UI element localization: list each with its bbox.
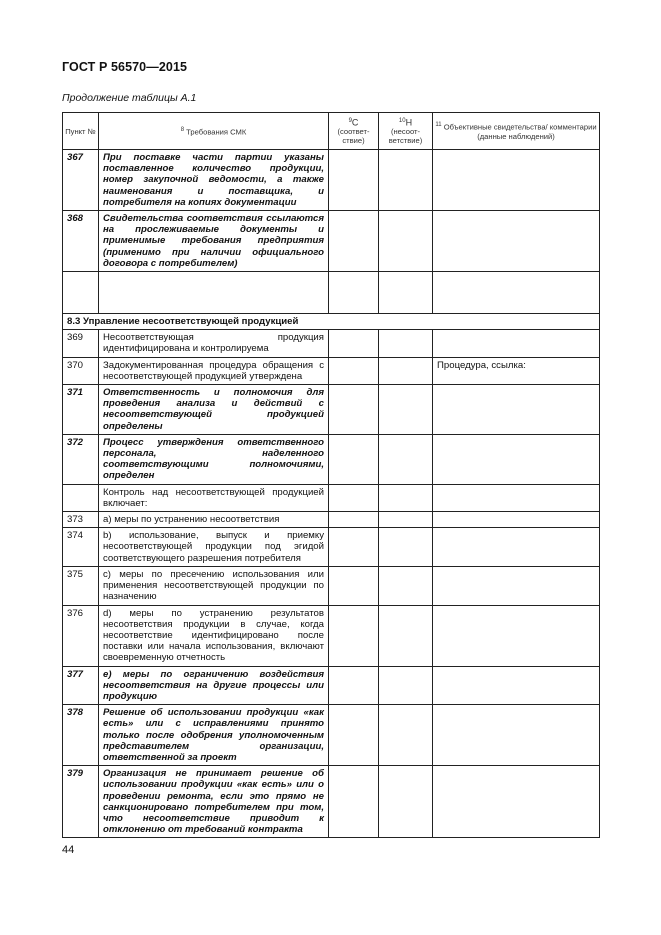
row-evidence-cell [433, 766, 600, 838]
row-compliance-cell [329, 666, 379, 705]
row-compliance-cell [329, 705, 379, 766]
row-compliance-cell [329, 566, 379, 605]
row-noncompliance-cell [379, 512, 433, 528]
table-row [63, 566, 600, 605]
col-requirements-header: $^8$ Требования СМК [99, 113, 329, 150]
rows-top [63, 150, 600, 272]
row-requirement: Ответственность и полномочия для проведения анализа и действий с несоответствующей продукцией определены [99, 385, 329, 435]
row-evidence-cell [433, 330, 600, 357]
row-requirement: При поставке части партии указаны поставленное количество продукции, номер закупочной ведомости, а также наименования и поставщика, и потребителя на копиях документации [99, 150, 329, 211]
table-row [63, 211, 600, 272]
row-compliance-cell [329, 512, 379, 528]
row-requirement: Процесс утверждения ответственного персонала, наделенного соответствующими полномочиями, определен [99, 434, 329, 484]
empty-row-group [63, 272, 600, 314]
empty-row [63, 272, 600, 314]
row-noncompliance-cell [379, 150, 433, 211]
table-header-row [63, 113, 600, 150]
row-requirement: с) меры по пресечению использования или применения несоответствующей продукции по назначению [99, 566, 329, 605]
row-noncompliance-cell [379, 705, 433, 766]
row-noncompliance-cell [379, 528, 433, 567]
row-compliance-cell [329, 434, 379, 484]
row-noncompliance-cell [379, 385, 433, 435]
table-row [63, 666, 600, 705]
row-number: 368 [63, 211, 99, 272]
row-number: 375 [63, 566, 99, 605]
row-compliance-cell [329, 330, 379, 357]
row-number: 378 [63, 705, 99, 766]
row-compliance-cell [329, 150, 379, 211]
row-number: 371 [63, 385, 99, 435]
row-evidence-cell [433, 666, 600, 705]
row-evidence-cell [433, 150, 600, 211]
row-noncompliance-cell [379, 330, 433, 357]
row-requirement: а) меры по устранению несоответствия [99, 512, 329, 528]
row-number: 377 [63, 666, 99, 705]
table-row [63, 605, 600, 666]
document-code: ГОСТ Р 56570—2015 [62, 60, 188, 74]
col-compliance-header: $^9$С (соответ-ствие) [329, 113, 379, 150]
section-row-group [63, 314, 600, 330]
row-evidence-cell [433, 528, 600, 567]
section-row [63, 314, 600, 330]
row-compliance-cell [329, 385, 379, 435]
col-point-header: Пункт № [63, 113, 99, 150]
row-evidence-cell [433, 605, 600, 666]
row-number: 370 [63, 357, 99, 384]
row-requirement: Организация не принимает решение об использовании продукции «как есть» или о проведении ремонта, если это прямо не санкционировано потребителем при том, что несоответствие приводит к отклонению от требований контракта [99, 766, 329, 838]
row-evidence-cell [433, 512, 600, 528]
row-requirement: Свидетельства соответствия ссылаются на прослеживаемые документы и применимые требования предприятия (применимо при наличии официального договора с потребителем) [99, 211, 329, 272]
row-evidence-cell [433, 385, 600, 435]
row-number: 373 [63, 512, 99, 528]
page-number: 44 [62, 844, 75, 856]
row-number: 374 [63, 528, 99, 567]
row-evidence-cell [433, 566, 600, 605]
rows-bold-1 [63, 385, 600, 485]
row-number: 376 [63, 605, 99, 666]
row-requirement: Несоответствующая продукция идентифицирована и контролируема [99, 330, 329, 357]
row-noncompliance-cell [379, 211, 433, 272]
row-requirement: Задокументированная процедура обращения с несоответствующей продукцией утверждена [99, 357, 329, 384]
row-noncompliance-cell [379, 605, 433, 666]
row-compliance-cell [329, 605, 379, 666]
row-evidence-cell [433, 705, 600, 766]
table-row [63, 434, 600, 484]
row-number: 367 [63, 150, 99, 211]
rows-plain-2 [63, 512, 600, 666]
row-number: 369 [63, 330, 99, 357]
row-requirement: Решение об использовании продукции «как есть» или с исправлениями принято только после одобрения уполномоченным представителем организации, ответственной за проект [99, 705, 329, 766]
row-noncompliance-cell [379, 434, 433, 484]
row-evidence-cell [433, 434, 600, 484]
row-compliance-cell [329, 528, 379, 567]
row-compliance-cell [329, 211, 379, 272]
control-intro-text: Контроль над несоответствующей продукцией включает: [99, 484, 329, 511]
col-noncompliance-header: $^{10}$Н (несоот-ветствие) [379, 113, 433, 150]
row-evidence-cell: Процедура, ссылка: [433, 357, 600, 384]
table-row [63, 766, 600, 838]
table-caption: Продолжение таблицы А.1 [62, 92, 197, 104]
rows-plain-1 [63, 330, 600, 385]
row-requirement: е) меры по ограничению воздействия несоответствия на другие процессы или продукцию [99, 666, 329, 705]
row-number: 372 [63, 434, 99, 484]
row-noncompliance-cell [379, 357, 433, 384]
table-row [63, 150, 600, 211]
table-row [63, 357, 600, 384]
row-noncompliance-cell [379, 566, 433, 605]
row-compliance-cell [329, 766, 379, 838]
table-row [63, 385, 600, 435]
rows-bold-2 [63, 666, 600, 838]
row-requirement: b) использование, выпуск и приемку несоответствующей продукции под эгидой соответствующего разрешения потребителя [99, 528, 329, 567]
table-row [63, 705, 600, 766]
control-intro-row [63, 484, 600, 511]
control-intro-group [63, 484, 600, 511]
col-evidence-header: $^{11}$ Объективные свидетельства/ комментарии (данные наблюдений) [433, 113, 600, 150]
row-requirement: d) меры по устранению результатов несоответствия продукции в случае, когда несоответствие идентифицировано после поставки или начала использования, включают своевременную отчетность [99, 605, 329, 666]
table-row [63, 528, 600, 567]
table-row [63, 330, 600, 357]
row-evidence-cell [433, 211, 600, 272]
row-noncompliance-cell [379, 666, 433, 705]
row-noncompliance-cell [379, 766, 433, 838]
row-number: 379 [63, 766, 99, 838]
section-title: 8.3 Управление несоответствующей продукцией [63, 314, 600, 330]
requirements-table [62, 112, 600, 838]
row-compliance-cell [329, 357, 379, 384]
table-row [63, 512, 600, 528]
